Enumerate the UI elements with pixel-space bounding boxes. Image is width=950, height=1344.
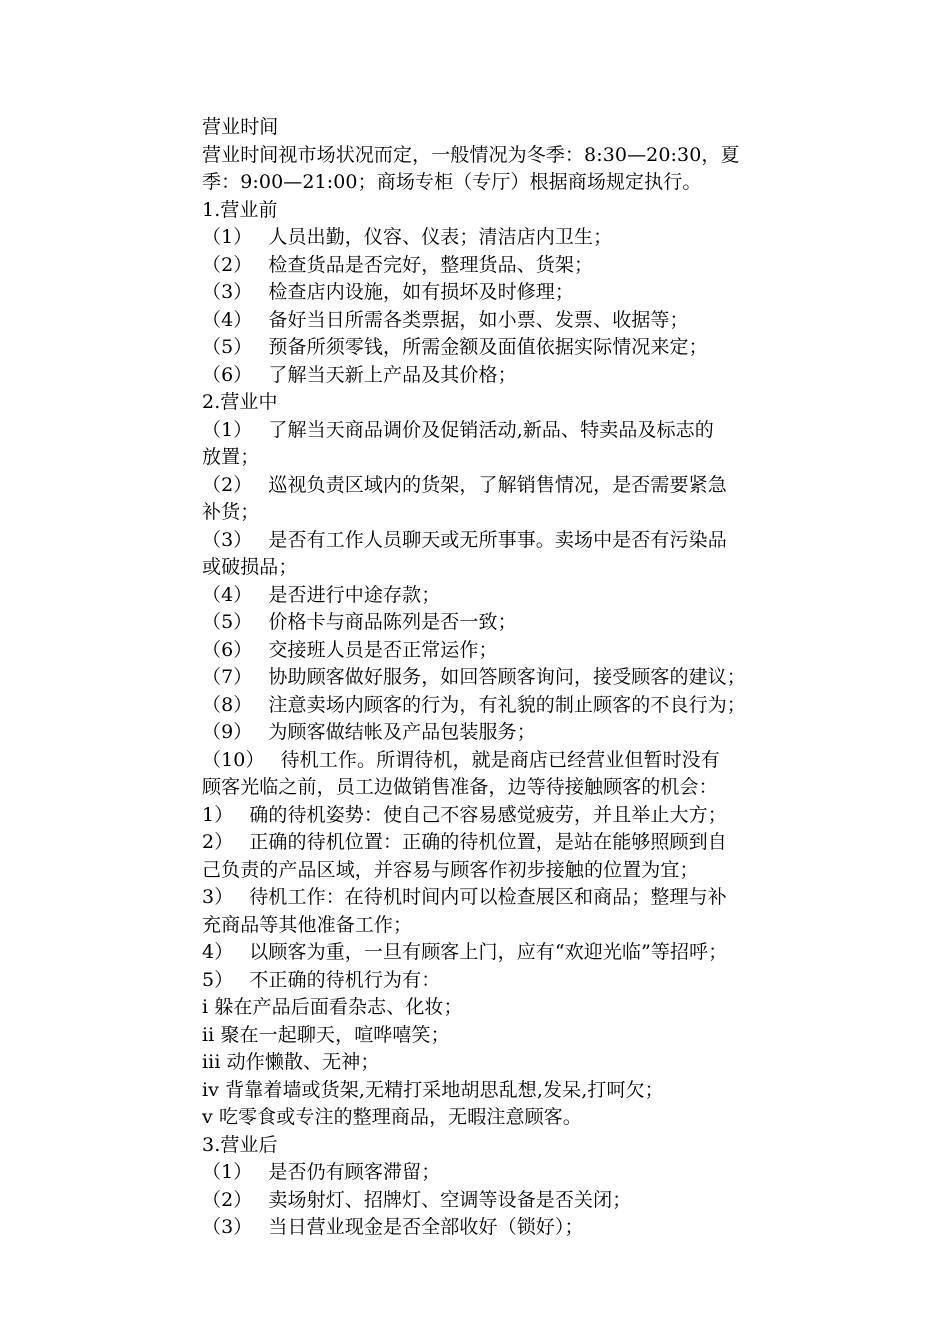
list-item-continuation: 顾客光临之前，员工边做销售准备，边等待接触顾客的机会：: [202, 776, 718, 798]
list-item: （5） 价格卡与商品陈列是否一致；: [202, 611, 517, 633]
list-item: （2） 卖场射灯、招牌灯、空调等设备是否关闭；: [202, 1188, 632, 1211]
sub-item: 1） 确的待机姿势：使自己不容易感觉疲劳，并且举止大方；: [202, 803, 727, 826]
list-item: （8） 注意卖场内顾客的行为，有礼貌的制止顾客的不良行为；: [202, 693, 746, 716]
list-item: （6） 交接班人员是否正常运作；: [202, 638, 498, 661]
list-item: （3） 是否有工作人员聊天或无所事事。卖场中是否有污染品: [202, 528, 727, 551]
list-item-continuation: 补货；: [202, 501, 260, 523]
document-body: [202, 114, 814, 1242]
roman-item: v 吃零食或专注的整理商品，无暇注意顾客。: [202, 1106, 582, 1128]
section-heading-after-business: 3.营业后: [202, 1133, 278, 1156]
sub-item-continuation: 己负责的产品区域，并容易与顾客作初步接触的位置为宜；: [202, 858, 699, 881]
sub-item: 4） 以顾客为重，一旦有顾客上门，应有“欢迎光临”等招呼；: [202, 941, 728, 963]
list-item: （4） 是否进行中途存款；: [202, 583, 441, 606]
list-item: （1） 了解当天商品调价及促销活动,新品、特卖品及标志的: [202, 418, 714, 441]
sub-item: 3） 待机工作：在待机时间内可以检查展区和商品；整理与补: [202, 886, 727, 908]
list-item: （9） 为顾客做结帐及产品包装服务；: [202, 721, 536, 743]
list-item: （1） 人员出勤，仪容、仪表；清洁店内卫生；: [202, 226, 613, 248]
sub-item-continuation: 充商品等其他准备工作；: [202, 913, 413, 936]
roman-item: iv 背靠着墙或货架,无精打采地胡思乱想,发呆,打呵欠；: [202, 1078, 664, 1101]
list-item: （7） 协助顾客做好服务，如回答顾客询问，接受顾客的建议；: [202, 666, 746, 688]
list-item: （3） 检查店内设施，如有损坏及时修理；: [202, 281, 574, 303]
roman-item: i 躲在产品后面看杂志、化妆；: [202, 996, 463, 1018]
intro-line-1: 营业时间视市场状况而定，一般情况为冬季：8:30—20:30，夏: [202, 143, 740, 166]
roman-item: ii 聚在一起聊天，喧哗嘻笑；: [202, 1023, 450, 1046]
list-item: （6） 了解当天新上产品及其价格；: [202, 363, 517, 386]
sub-item: 2） 正确的待机位置：正确的待机位置，是站在能够照顾到自: [202, 831, 727, 853]
list-item: （2） 巡视负责区域内的货架，了解销售情况，是否需要紧急: [202, 473, 727, 496]
roman-item: iii 动作懒散、无神；: [202, 1051, 380, 1073]
sub-item: 5） 不正确的待机行为有：: [202, 968, 441, 991]
list-item-continuation: 或破损品；: [202, 556, 298, 578]
intro-line-2: 季：9:00—21:00；商场专柜（专厅）根据商场规定执行。: [202, 171, 702, 193]
doc-title: 营业时间: [202, 116, 279, 138]
list-item: （5） 预备所须零钱，所需金额及面值依据实际情况来定；: [202, 336, 708, 358]
list-item: （3） 当日营业现金是否全部收好（锁好）；: [202, 1216, 584, 1238]
list-item: （4） 备好当日所需各类票据，如小票、发票、收据等；: [202, 308, 689, 331]
section-heading-before-opening: 1.营业前: [202, 198, 278, 221]
section-heading-during-business: 2.营业中: [202, 391, 278, 413]
list-item: （10） 待机工作。所谓待机，就是商店已经营业但暂时没有: [202, 748, 720, 771]
list-item: （1） 是否仍有顾客滞留；: [202, 1161, 441, 1183]
list-item: （2） 检查货品是否完好，整理货品、货架；: [202, 253, 594, 276]
list-item-continuation: 放置；: [202, 446, 260, 468]
